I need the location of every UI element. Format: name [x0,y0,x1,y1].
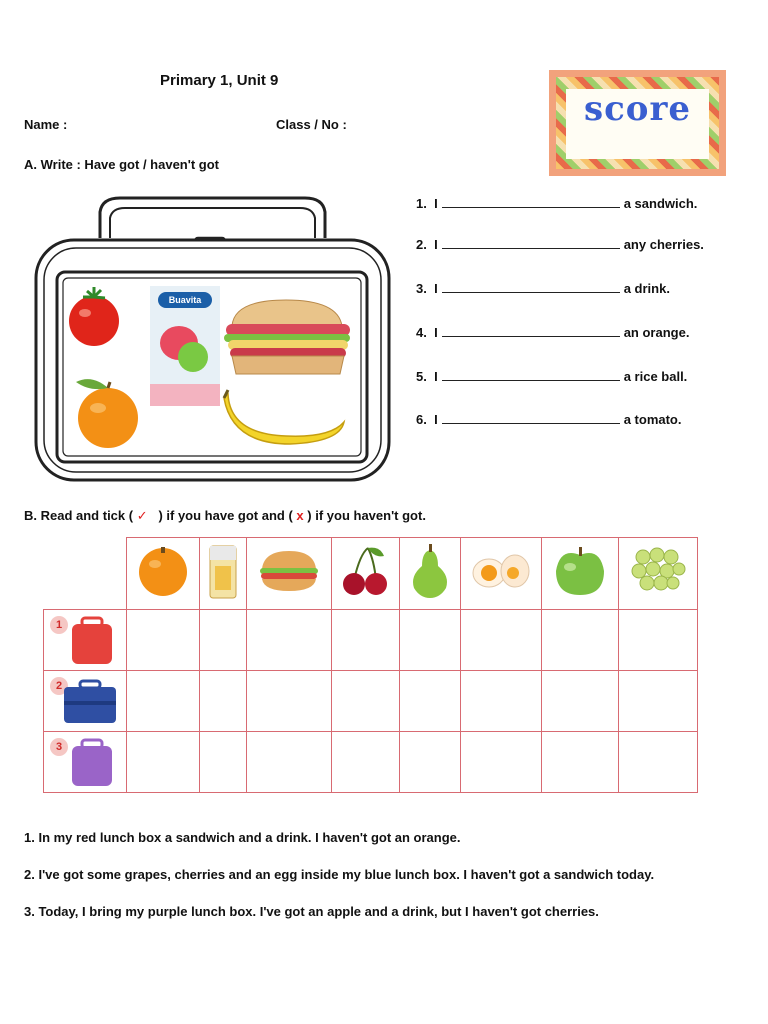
food-header-orange [126,538,200,610]
juice-brand: Buavita [158,292,212,308]
tick-cell[interactable] [542,671,618,732]
row-number-badge: 2 [50,677,68,695]
lunchbox-illustration [30,190,395,485]
name-label: Name : [24,117,68,132]
cross-mark-icon: x [296,508,304,523]
tomato-icon [65,285,123,347]
tick-cell[interactable] [331,610,399,671]
heading-text: B. Read and tick ( [24,508,134,523]
heading-text: ) if you have got and ( [158,508,293,523]
tick-cell[interactable] [247,671,332,732]
food-header-sandwich [247,538,332,610]
food-header-apple [542,538,618,610]
tick-cell[interactable] [542,732,618,793]
answer-blank-2[interactable] [442,237,620,249]
sentence-5 [416,369,687,384]
sentence-tail: a sandwich. [623,196,698,211]
tick-cell[interactable] [460,610,542,671]
section-a-heading: A. Write : Have got / haven't got [24,157,219,172]
tick-grid [43,537,698,793]
sentence-number: 4. [416,325,427,340]
tick-cell[interactable] [200,671,247,732]
food-header-pear [400,538,460,610]
story-2: 2. I've got some grapes, cherries and an egg inside my blue lunch box. I haven't got a sandwich today. [24,867,655,882]
sentence-number: 6. [416,412,427,427]
lunchbox-row-2 [44,671,698,732]
answer-blank-5[interactable] [442,369,620,381]
lunchbox-cell [44,671,127,732]
worksheet-title: Primary 1, Unit 9 [160,72,279,89]
food-header-grapes [618,538,697,610]
answer-blank-3[interactable] [442,281,620,293]
tick-cell[interactable] [126,671,200,732]
check-mark-icon: ✓ [136,508,148,523]
story-1: 1. In my red lunch box a sandwich and a drink. I haven't got an orange. [24,830,461,845]
tick-cell[interactable] [618,671,697,732]
sandwich-icon [220,296,352,378]
tick-cell[interactable] [618,610,697,671]
tick-cell[interactable] [400,610,460,671]
tick-cell[interactable] [200,610,247,671]
sentence-3 [416,281,670,296]
row-number-badge: 1 [50,616,68,634]
row-number-badge: 3 [50,738,68,756]
food-header-cherries [331,538,399,610]
tick-cell[interactable] [331,671,399,732]
sentence-subject: I [434,412,438,427]
sentence-number: 1. [416,196,427,211]
sentence-subject: I [434,196,438,211]
blue-lunchbox-icon [60,679,120,725]
sentence-4 [416,325,689,340]
food-header-drink [200,538,247,610]
score-word: score [583,89,692,129]
sentence-number: 3. [416,281,427,296]
grid-header-row [44,538,698,610]
tick-cell[interactable] [247,610,332,671]
lunchbox-cell [44,610,127,671]
lunchbox-row-3 [44,732,698,793]
lunchbox-row-1 [44,610,698,671]
sentence-6 [416,412,682,427]
lunchbox-cell [44,732,127,793]
heading-text: ) if you haven't got. [307,508,426,523]
tick-cell[interactable] [200,732,247,793]
tick-cell[interactable] [460,732,542,793]
sentence-tail: an orange. [623,325,690,340]
tick-cell[interactable] [542,610,618,671]
food-header-egg [460,538,542,610]
banana-icon [220,388,350,446]
answer-blank-4[interactable] [442,325,620,337]
sentence-2 [416,237,704,252]
sentence-subject: I [434,237,438,252]
apple-icon [552,543,608,599]
orange-icon [72,370,142,452]
pear-icon [408,542,452,600]
tick-cell[interactable] [400,671,460,732]
sentence-tail: a tomato. [623,412,682,427]
tick-cell[interactable] [400,732,460,793]
sandwich-icon [258,549,320,593]
tick-cell[interactable] [618,732,697,793]
tick-cell[interactable] [460,671,542,732]
sentence-subject: I [434,281,438,296]
class-label: Class / No : [276,117,347,132]
tick-cell[interactable] [126,732,200,793]
sentence-tail: a drink. [623,281,670,296]
answer-blank-6[interactable] [442,412,620,424]
sentence-number: 5. [416,369,427,384]
orange-icon [136,544,190,598]
purple-lunchbox-icon [68,738,116,788]
cherries-icon [340,544,390,598]
egg-icon [471,551,531,591]
sentence-tail: a rice ball. [623,369,688,384]
grid-corner [44,538,127,610]
sentence-subject: I [434,369,438,384]
sentence-tail: any cherries. [623,237,704,252]
story-3: 3. Today, I bring my purple lunch box. I've got an apple and a drink, but I haven't got cherries. [24,904,599,919]
grapes-icon [629,545,687,597]
drink-icon [206,542,240,600]
score-area [566,89,709,159]
red-lunchbox-icon [68,616,116,666]
juice-box [150,286,220,406]
answer-blank-1[interactable] [442,196,620,208]
tick-cell[interactable] [331,732,399,793]
sentence-subject: I [434,325,438,340]
sentence-1 [416,196,697,211]
section-b-heading [24,508,426,524]
tick-cell[interactable] [126,610,200,671]
sentence-number: 2. [416,237,427,252]
tick-cell[interactable] [247,732,332,793]
score-box [549,70,726,176]
